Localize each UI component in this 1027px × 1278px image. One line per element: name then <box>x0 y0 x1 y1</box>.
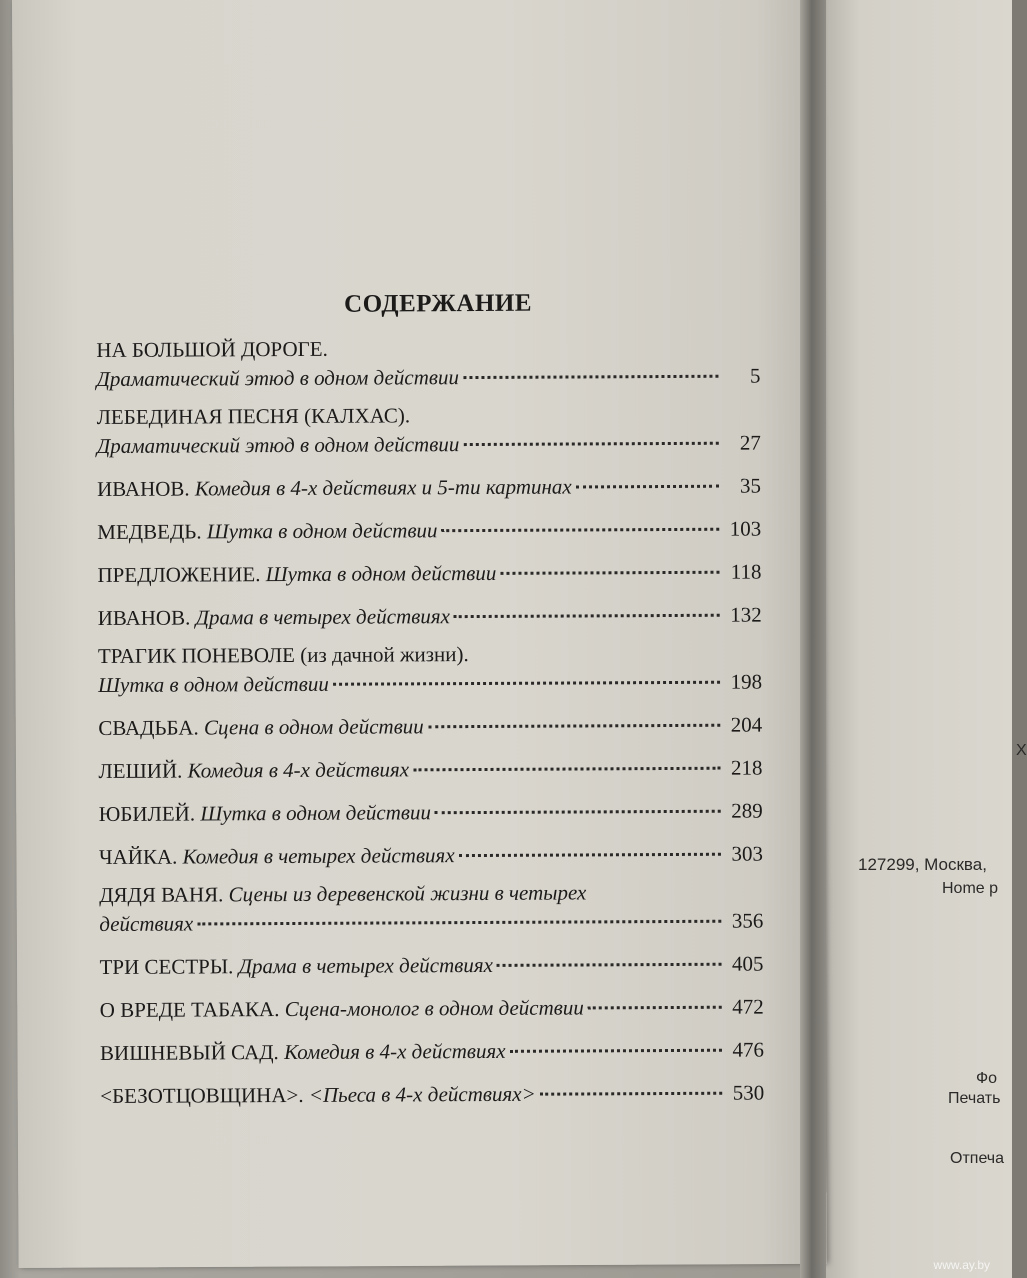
toc-entry-row <box>98 751 762 783</box>
dot-leader <box>441 507 719 532</box>
toc-entry-page: 405 <box>731 951 764 976</box>
toc-entry <box>97 555 761 587</box>
toc-entry-title: ДЯДЯ ВАНЯ. <box>99 882 224 907</box>
toc-entry <box>97 512 761 544</box>
toc-entry-row <box>97 555 761 587</box>
toc-entry-desc: Драматический этюд в одном действии <box>96 432 460 458</box>
toc-entry-desc: Сцены из деревенской жизни в четырех <box>228 880 587 907</box>
toc-entry <box>99 837 763 869</box>
toc-entry-row <box>99 904 763 936</box>
toc-entry-desc: Драматический этюд в одном действии <box>96 365 460 391</box>
right-fragment: Home p <box>942 880 999 897</box>
toc-entry-title: ТРАГИК ПОНЕВОЛЕ <box>97 642 296 668</box>
toc-entry <box>99 947 763 979</box>
toc-entry-page: 218 <box>730 755 763 780</box>
toc-entry-title: ЮБИЛЕЙ. <box>98 801 196 826</box>
toc-entry-page: 103 <box>729 516 762 541</box>
dot-leader <box>435 789 721 814</box>
toc-entry-title: ТРИ СЕСТРЫ. <box>99 954 234 979</box>
right-page <box>822 0 1027 1278</box>
right-fragment: Фо <box>976 1070 998 1087</box>
table-of-contents <box>96 289 764 1108</box>
dot-leader <box>500 550 719 575</box>
toc-entry-title: НА БОЛЬШОЙ ДОРОГЕ. <box>96 336 328 362</box>
toc-entry-page: 303 <box>731 841 764 866</box>
toc-entry-page: 198 <box>730 669 763 694</box>
toc-entry <box>98 751 762 783</box>
toc-entry-title: ИВАНОВ. <box>96 476 190 501</box>
dot-leader <box>458 832 720 857</box>
toc-entry-row <box>97 469 761 501</box>
dot-leader <box>588 985 722 1010</box>
toc-entry-page: 35 <box>739 473 762 498</box>
dot-leader <box>428 703 721 729</box>
toc-entry-row <box>98 598 762 630</box>
dot-leader <box>497 942 722 967</box>
toc-entry-row <box>96 359 760 391</box>
toc-entry-page: 132 <box>730 602 762 627</box>
toc-entry <box>98 708 762 740</box>
toc-entry-row <box>99 947 763 979</box>
watermark: www.ay.by <box>933 1258 990 1272</box>
right-fragment: Х <box>1016 742 1027 759</box>
toc-entry-title: ВИШНЕВЫЙ САД. <box>99 1040 279 1065</box>
toc-entry-row <box>97 512 761 544</box>
toc-entry-page: 118 <box>730 559 762 584</box>
toc-entry <box>100 990 764 1022</box>
toc-entry-page: 472 <box>732 994 764 1019</box>
toc-entry-title-extra: (из дачной жизни). <box>294 642 469 667</box>
toc-entry-desc: Комедия в 4-х действиях и 5-ти картинах <box>194 474 572 501</box>
dot-leader <box>540 1071 723 1096</box>
toc-entry-row <box>100 1033 764 1065</box>
toc-entry-desc: Сцена-монолог в одном действии <box>284 995 584 1022</box>
right-fragment: 127299, Москва, <box>858 855 987 874</box>
toc-entry-title: ПРЕДЛОЖЕНИЕ. <box>97 562 261 587</box>
toc-entry-title: <БЕЗОТЦОВЩИНА>. <box>100 1082 304 1108</box>
toc-entries <box>96 335 764 1108</box>
toc-entry-desc: <Пьеса в 4-х действиях> <box>308 1081 536 1107</box>
toc-entry <box>98 598 762 630</box>
toc-entry-page: 289 <box>731 798 763 823</box>
toc-entry-desc: Комедия в 4-х действиях <box>187 757 410 783</box>
toc-entry-page: 5 <box>749 363 761 388</box>
dot-leader <box>576 464 719 489</box>
toc-entry-desc: Комедия в 4-х действиях <box>283 1038 506 1065</box>
toc-entry-desc: Шутка в одном действии <box>97 671 329 697</box>
toc-entry-page: 476 <box>732 1037 765 1062</box>
toc-entry <box>97 469 761 501</box>
toc-entry-desc: Драма в четырех действиях <box>195 604 450 630</box>
toc-entry-row <box>97 426 761 458</box>
toc-title: СОДЕРЖАНИЕ <box>344 289 533 318</box>
toc-entry-row <box>100 990 764 1022</box>
toc-entry-desc: Комедия в четырех действиях <box>182 843 455 869</box>
book-gutter <box>800 0 826 1278</box>
toc-entry-title: МЕДВЕДЬ. <box>97 519 202 544</box>
toc-entry-desc: Шутка в одном действии <box>206 518 438 544</box>
toc-entry-title: ЧАЙКА. <box>98 844 178 869</box>
toc-entry-title: О ВРЕДЕ ТАБАКА. <box>99 997 280 1022</box>
toc-entry <box>97 402 761 458</box>
toc-entry-title: ИВАНОВ. <box>97 605 191 630</box>
toc-entry-desc: Драма в четырех действиях <box>238 952 494 979</box>
toc-entry <box>99 794 763 826</box>
toc-entry-desc: Шутка в одном действии <box>200 800 432 826</box>
dot-leader <box>333 660 720 686</box>
toc-entry-row <box>99 837 763 869</box>
toc-entry <box>100 1076 764 1108</box>
toc-entry-desc: Шутка в одном действии <box>265 560 497 587</box>
toc-entry-page: 204 <box>730 712 763 737</box>
toc-entry-desc: действиях <box>99 911 194 936</box>
dot-leader <box>509 1028 722 1053</box>
dot-leader <box>463 421 719 446</box>
toc-entry <box>98 641 762 697</box>
dot-leader <box>463 354 719 379</box>
toc-entry-row <box>99 794 763 826</box>
toc-entry-page: 356 <box>731 908 764 933</box>
dot-leader <box>413 746 721 772</box>
toc-entry-title: ЛЕШИЙ. <box>98 758 183 783</box>
toc-entry-page: 530 <box>732 1080 765 1105</box>
toc-entry-row <box>98 665 762 697</box>
toc-entry-row <box>98 708 762 740</box>
toc-entry-title: СВАДЬБА. <box>98 715 199 740</box>
toc-entry-title: ЛЕБЕДИНАЯ ПЕСНЯ (КАЛХАС). <box>96 403 411 429</box>
toc-entry-page: 27 <box>739 430 761 455</box>
toc-entry-row <box>100 1076 764 1108</box>
right-fragment: Отпеча <box>950 1150 1005 1167</box>
toc-entry-desc: Сцена в одном действии <box>203 714 424 740</box>
dot-leader <box>454 593 720 618</box>
toc-entry <box>99 880 763 936</box>
dot-leader <box>197 899 721 926</box>
toc-entry <box>96 335 760 391</box>
toc-entry <box>100 1033 764 1065</box>
right-fragment: Печать <box>948 1090 1001 1107</box>
